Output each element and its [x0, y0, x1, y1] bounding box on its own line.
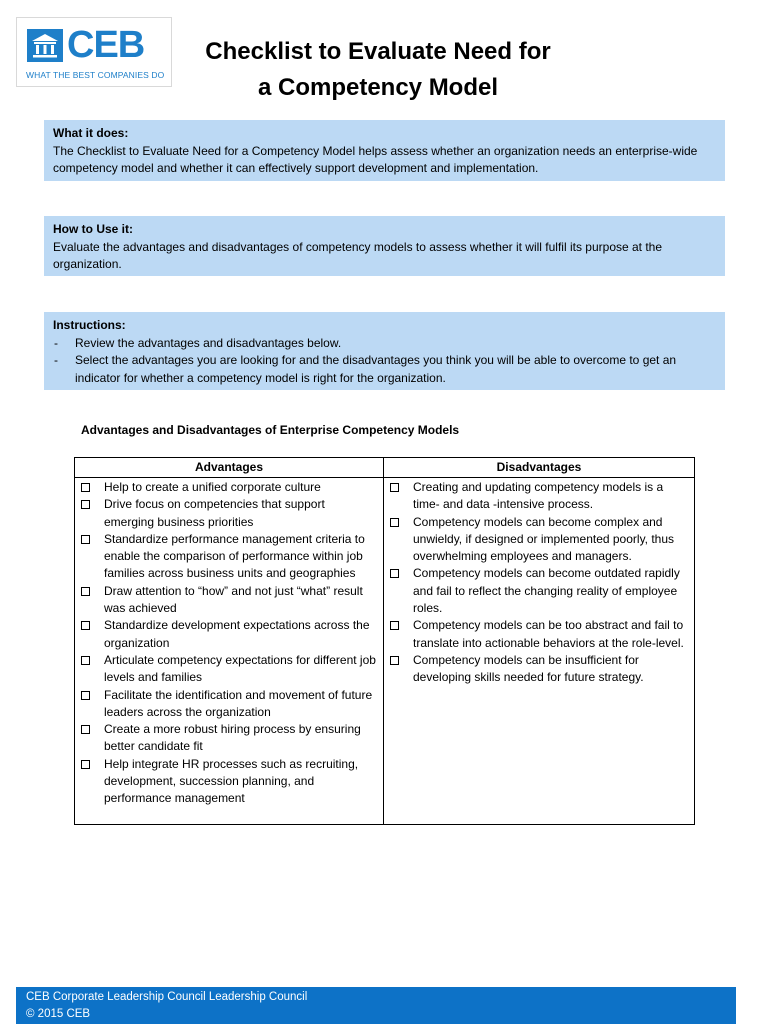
disadvantage-item: [388, 617, 688, 652]
advantages-cell: [75, 478, 384, 825]
advantage-text: Standardize performance management criteria to enable the comparison of performance within job families across business units and geographies: [104, 531, 365, 581]
advantage-item: [79, 617, 377, 652]
instructions-panel: [44, 312, 725, 390]
footer-council-line: CEB Corporate Leadership Council Leadership Council: [26, 991, 308, 1003]
checkbox[interactable]: [81, 691, 90, 700]
disadvantage-item: [388, 652, 688, 687]
advantage-text: Create a more robust hiring process by ensuring better candidate fit: [104, 722, 361, 754]
advantage-text: Facilitate the identification and movement of future leaders across the organization: [104, 687, 373, 719]
advantage-text: Standardize development expectations across the organization: [104, 618, 370, 650]
title-line-1: Checklist to Evaluate Need for: [205, 38, 551, 65]
advantages-column-header: Advantages: [75, 458, 384, 478]
disadvantages-cell: [384, 478, 695, 825]
instructions-list: [53, 335, 717, 388]
building-icon: [27, 29, 63, 62]
advantage-item: [79, 721, 377, 756]
what-it-does-panel: [44, 120, 725, 181]
advantage-item: [79, 479, 377, 496]
instructions-heading: Instructions:: [53, 318, 126, 332]
advantage-item: [79, 652, 377, 687]
checkbox[interactable]: [81, 483, 90, 492]
advantage-text: Help to create a unified corporate culture: [104, 480, 321, 494]
checkbox[interactable]: [81, 587, 90, 596]
page-footer: [16, 987, 736, 1024]
checkbox[interactable]: [390, 518, 399, 527]
disadvantage-text: Competency models can be too abstract and fail to translate into actionable behaviors at the role-level.: [413, 618, 684, 650]
disadvantage-text: Competency models can be insufficient for developing skills needed for future strategy.: [413, 652, 644, 685]
advantage-item: [79, 756, 377, 808]
advantage-item: [79, 687, 377, 722]
disadvantage-text: Competency models can become outdated rapidly and fail to reflect the changing reality of employee roles.: [413, 566, 680, 616]
title-line-2: a Competency Model: [257, 74, 499, 101]
checkbox[interactable]: [81, 725, 90, 734]
logo-tagline: WHAT THE BEST COMPANIES DO: [26, 70, 165, 80]
instruction-item: - Select the advantages you are looking for and the disadvantages you think you will be able to overcome to get an indicator for whether a competency model is right for the organization.: [53, 352, 717, 387]
advantage-text: Drive focus on competencies that support emerging business priorities: [104, 497, 325, 529]
advantage-item: [79, 496, 377, 531]
disadvantage-text: Competency models can become complex and unwieldy, if designed or implemented poorly, thus overwhelming employees and managers.: [413, 514, 675, 564]
disadvantage-item: [388, 565, 688, 617]
disadvantages-list: [388, 479, 688, 687]
checkbox[interactable]: [81, 656, 90, 665]
footer-copyright: © 2015 CEB: [26, 1007, 91, 1020]
advantage-item: [79, 583, 377, 618]
how-to-use-text: Evaluate the advantages and disadvantages of competency models to assess whether it will fulfil its purpose at the organization.: [53, 239, 663, 271]
disadvantages-column-header: Disadvantages: [384, 458, 695, 478]
logo-wordmark: CEB: [67, 24, 145, 66]
advantages-disadvantages-table: [74, 457, 695, 825]
disadvantage-item: [388, 479, 688, 514]
instruction-item: - Review the advantages and disadvantages below.: [53, 335, 717, 353]
checkbox[interactable]: [390, 656, 399, 665]
table-heading: Advantages and Disadvantages of Enterprise Competency Models: [81, 423, 460, 437]
advantage-text: Articulate competency expectations for different job levels and families: [104, 652, 376, 685]
checkbox[interactable]: [390, 621, 399, 630]
checkbox[interactable]: [81, 760, 90, 769]
how-to-use-panel: [44, 216, 725, 276]
checkbox[interactable]: [390, 569, 399, 578]
ceb-logo: [16, 17, 172, 87]
disadvantage-text: Creating and updating competency models is a time- and data -intensive process.: [413, 480, 664, 512]
checkbox[interactable]: [81, 621, 90, 630]
what-it-does-text: The Checklist to Evaluate Need for a Competency Model helps assess whether an organization needs an enterprise-wide competency model and whether it can effectively support development and implementation.: [53, 143, 698, 175]
advantage-text: Draw attention to “how” and not just “what” result was achieved: [104, 583, 363, 616]
page-title: [190, 34, 566, 106]
disadvantage-item: [388, 514, 688, 566]
how-to-use-heading: How to Use it:: [53, 222, 133, 236]
advantages-list: [79, 479, 377, 808]
checkbox[interactable]: [81, 535, 90, 544]
what-it-does-heading: What it does:: [53, 126, 129, 140]
advantage-item: [79, 531, 377, 583]
advantage-text: Help integrate HR processes such as recruiting, development, succession planning, and performance management: [104, 756, 359, 806]
checkbox[interactable]: [390, 483, 399, 492]
checkbox[interactable]: [81, 500, 90, 509]
